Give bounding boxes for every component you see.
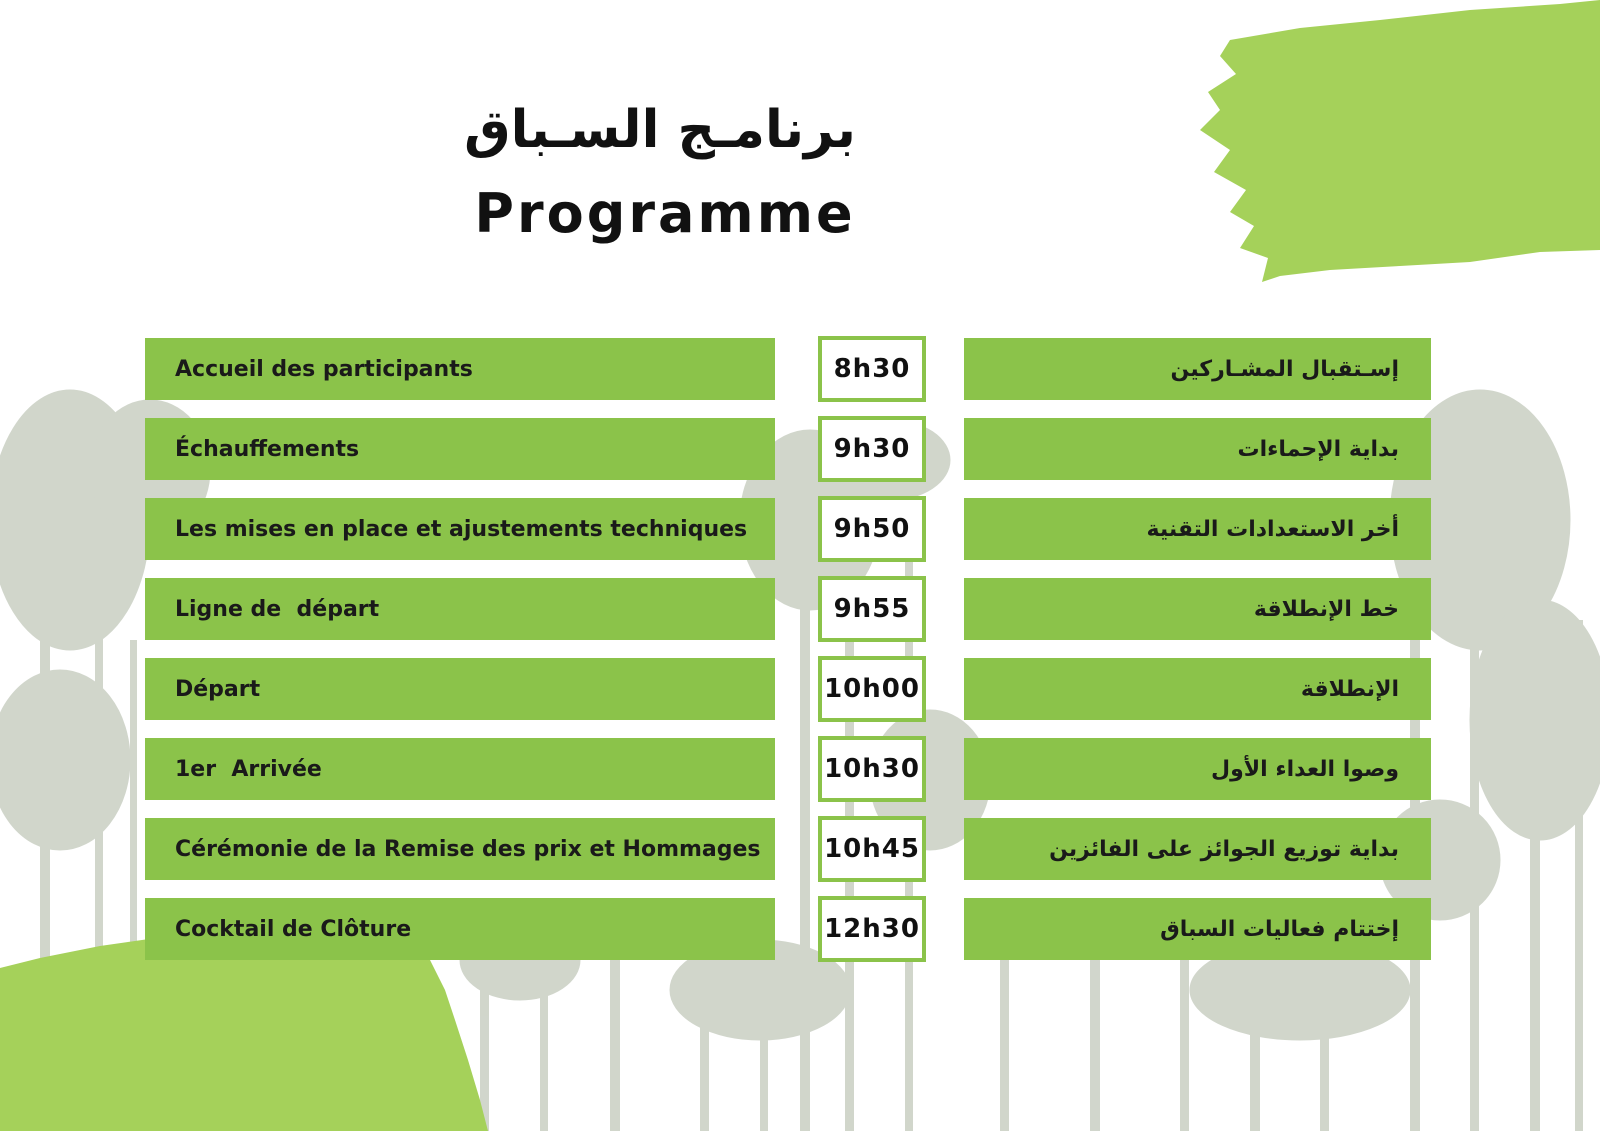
schedule-row <box>0 418 1600 480</box>
brush-stroke-top-right <box>1200 0 1600 282</box>
schedule-row <box>0 658 1600 720</box>
activity-ar: بداية توزيع الجوائز على الفائزين <box>964 818 1431 880</box>
activity-fr: Accueil des participants <box>145 338 775 400</box>
schedule-row <box>0 338 1600 400</box>
activity-ar: الإنطلاقة <box>964 658 1431 720</box>
schedule-row <box>0 898 1600 960</box>
time-box: 9h55 <box>818 576 926 642</box>
time-box: 12h30 <box>818 896 926 962</box>
time-box: 8h30 <box>818 336 926 402</box>
time-box: 10h00 <box>818 656 926 722</box>
activity-fr: Cocktail de Clôture <box>145 898 775 960</box>
activity-fr: Les mises en place et ajustements techniques <box>145 498 775 560</box>
brush-stroke-bottom-left <box>0 930 488 1131</box>
time-box: 9h50 <box>818 496 926 562</box>
time-box: 9h30 <box>818 416 926 482</box>
title-arabic: برنامـج السـباق <box>464 100 856 160</box>
schedule-row <box>0 578 1600 640</box>
activity-ar: إختتام فعاليات السباق <box>964 898 1431 960</box>
schedule-row <box>0 738 1600 800</box>
activity-fr: Cérémonie de la Remise des prix et Hommages <box>145 818 775 880</box>
activity-fr: Départ <box>145 658 775 720</box>
activity-fr: Échauffements <box>145 418 775 480</box>
schedule-row <box>0 818 1600 880</box>
time-box: 10h45 <box>818 816 926 882</box>
activity-fr: Ligne de départ <box>145 578 775 640</box>
activity-ar: خط الإنطلاقة <box>964 578 1431 640</box>
activity-fr: 1er Arrivée <box>145 738 775 800</box>
time-box: 10h30 <box>818 736 926 802</box>
activity-ar: بداية الإحماءات <box>964 418 1431 480</box>
schedule-row <box>0 498 1600 560</box>
title-french: Programme <box>474 182 856 245</box>
activity-ar: أخر الاستعدادات التقنية <box>964 498 1431 560</box>
activity-ar: إسـتقبال المشـاركين <box>964 338 1431 400</box>
activity-ar: وصوا العداء الأول <box>964 738 1431 800</box>
